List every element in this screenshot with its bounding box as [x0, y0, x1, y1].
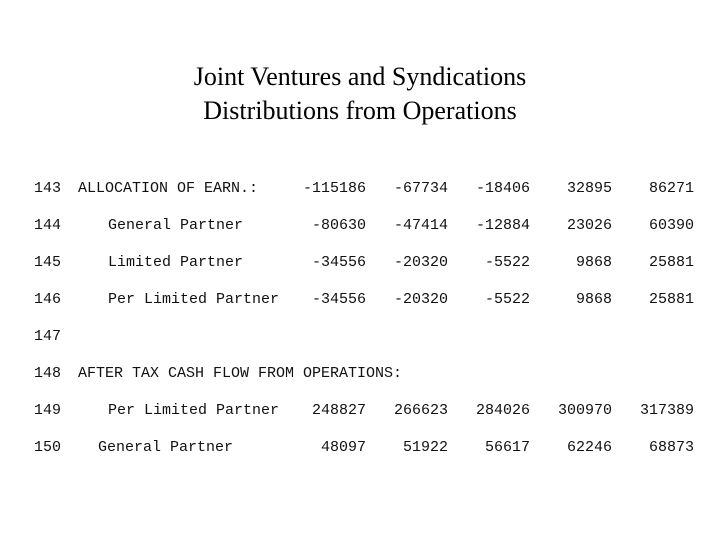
row-value: -67734 — [393, 180, 448, 197]
row-label: Limited Partner — [108, 254, 244, 271]
spreadsheet-table — [34, 178, 694, 474]
row-label: AFTER TAX CASH FLOW FROM OPERATIONS: — [78, 365, 403, 382]
row-value: 48097 — [320, 439, 366, 456]
row-value: 60390 — [648, 217, 694, 234]
row-value: 56617 — [484, 439, 530, 456]
row-number: 145 — [34, 254, 62, 271]
row-number: 144 — [34, 217, 62, 234]
row-value: -20320 — [393, 254, 448, 271]
row-label: Per Limited Partner — [108, 291, 280, 308]
table-row — [34, 363, 694, 400]
row-value: 266623 — [393, 402, 448, 419]
row-value: -34556 — [311, 254, 366, 271]
row-label: General Partner — [98, 439, 234, 456]
row-number: 149 — [34, 402, 62, 419]
row-value: 23026 — [566, 217, 612, 234]
table-row — [34, 326, 694, 363]
page-subtitle: Distributions from Operations — [203, 96, 517, 125]
row-value: 51922 — [402, 439, 448, 456]
row-value: 317389 — [639, 402, 694, 419]
row-value: -34556 — [311, 291, 366, 308]
row-label: Per Limited Partner — [108, 402, 280, 419]
row-label: General Partner — [108, 217, 244, 234]
table-row — [34, 289, 694, 326]
row-number: 148 — [34, 365, 62, 382]
row-value: -47414 — [393, 217, 448, 234]
row-value: 300970 — [557, 402, 612, 419]
table-row — [34, 178, 694, 215]
row-number: 150 — [34, 439, 62, 456]
row-value: 25881 — [648, 291, 694, 308]
row-value: 62246 — [566, 439, 612, 456]
row-label: ALLOCATION OF EARN.: — [78, 180, 259, 197]
row-number: 146 — [34, 291, 62, 308]
row-value: -12884 — [475, 217, 530, 234]
row-value: 284026 — [475, 402, 530, 419]
row-value: 248827 — [311, 402, 366, 419]
row-value: 9868 — [575, 254, 612, 271]
row-value: -5522 — [484, 291, 530, 308]
table-row — [34, 400, 694, 437]
row-value: 25881 — [648, 254, 694, 271]
row-value: 9868 — [575, 291, 612, 308]
row-value: 32895 — [566, 180, 612, 197]
row-number: 143 — [34, 180, 62, 197]
row-value: 86271 — [648, 180, 694, 197]
table-row — [34, 215, 694, 252]
table-row — [34, 437, 694, 474]
row-value: -18406 — [475, 180, 530, 197]
row-value: -20320 — [393, 291, 448, 308]
row-number: 147 — [34, 328, 62, 345]
row-value: -5522 — [484, 254, 530, 271]
row-value: -115186 — [302, 180, 366, 197]
page-title: Joint Ventures and Syndications — [193, 62, 527, 91]
row-value: -80630 — [311, 217, 366, 234]
table-row — [34, 252, 694, 289]
row-value: 68873 — [648, 439, 694, 456]
